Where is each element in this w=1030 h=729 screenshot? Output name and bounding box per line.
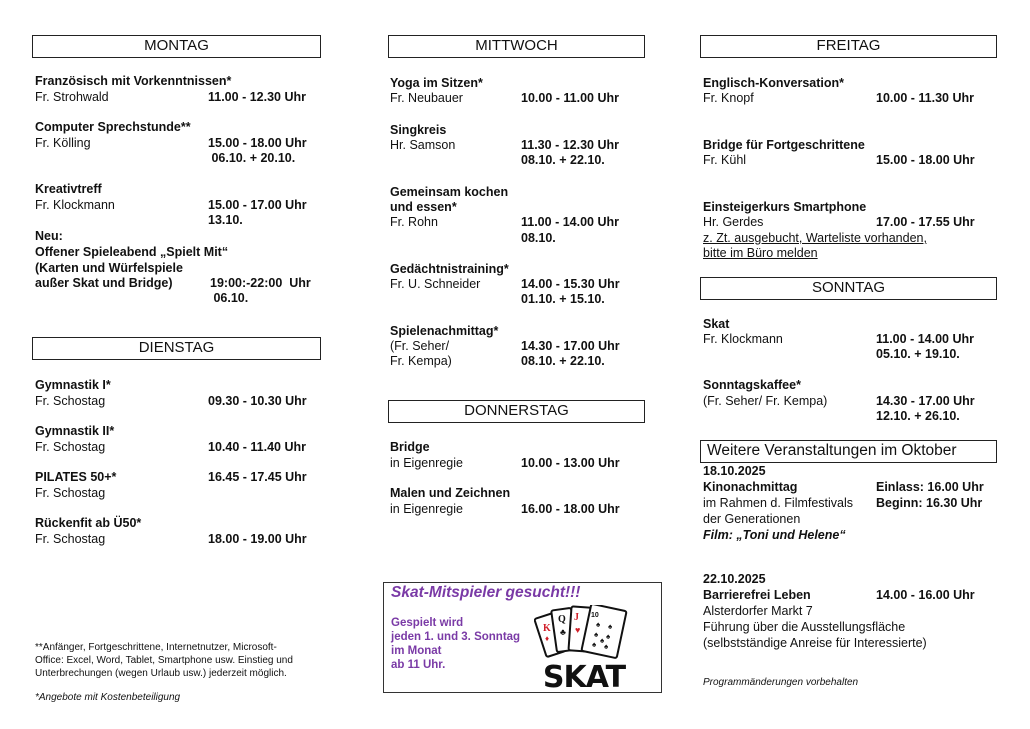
event-dates: 06.10. + 20.10. — [208, 151, 296, 165]
event-name: Gymnastik I* — [35, 378, 111, 392]
event-time: 14.00 - 16.00 Uhr — [876, 588, 975, 602]
svg-text:♠: ♠ — [600, 636, 605, 645]
footnote-line: Office: Excel, Word, Tablet, Smartphone usw. Einstieg und — [35, 655, 293, 666]
special-events-header: Weitere Veranstaltungen im Oktober — [700, 440, 997, 463]
event-time: 17.00 - 17.55 Uhr — [876, 215, 975, 229]
day-header-sunday: SONNTAG — [700, 277, 997, 300]
event-leader: Fr. U. Schneider — [390, 277, 481, 291]
event-time: 16.45 - 17.45 Uhr — [208, 470, 307, 484]
event-dates: 08.10. + 22.10. — [521, 354, 605, 368]
event-name: Englisch-Konversation* — [703, 76, 844, 90]
event-time: 16.00 - 18.00 Uhr — [521, 502, 620, 516]
event-name-line3: außer Skat und Bridge) — [35, 276, 173, 290]
event-name: Gymnastik II* — [35, 424, 115, 438]
event-description-2: der Generationen — [703, 512, 801, 526]
event-name: Kreativtreff — [35, 182, 102, 196]
event-name: Malen und Zeichnen — [390, 486, 511, 500]
event-time: 18.00 - 19.00 Uhr — [208, 532, 307, 546]
event-leader: Fr. Klockmann — [35, 198, 115, 212]
disclaimer: Programmänderungen vorbehalten — [703, 677, 859, 688]
event-name: Rückenfit ab Ü50* — [35, 516, 142, 530]
event-leader-line2: Fr. Kempa) — [390, 354, 452, 368]
svg-text:♠: ♠ — [596, 620, 601, 629]
event-name: Sonntagskaffee* — [703, 378, 801, 392]
event-time: 11.00 - 12.30 Uhr — [208, 90, 306, 104]
svg-text:K: K — [543, 623, 551, 634]
event-time: 14.30 - 17.00 Uhr — [876, 394, 975, 408]
event-leader: in Eigenregie — [390, 502, 463, 516]
day-header-monday: MONTAG — [32, 35, 321, 58]
event-time: 11.00 - 14.00 Uhr — [876, 332, 974, 346]
event-dates: 06.10. — [210, 291, 249, 305]
skat-ad-title: Skat-Mitspieler gesucht!!! — [391, 584, 581, 601]
event-leader: Fr. Neubauer — [390, 91, 463, 105]
event-leader: Fr. Schostag — [35, 486, 106, 500]
event-time: 10.00 - 13.00 Uhr — [521, 456, 620, 470]
event-leader: Hr. Gerdes — [703, 215, 764, 229]
day-header-thursday: DONNERSTAG — [388, 400, 645, 423]
event-name: Französisch mit Vorkenntnissen* — [35, 74, 232, 88]
event-time: 15.00 - 17.00 Uhr — [208, 198, 307, 212]
event-dates: 08.10. + 22.10. — [521, 153, 605, 167]
event-name: Gedächtnistraining* — [390, 262, 509, 276]
day-header-tuesday: DIENSTAG — [32, 337, 321, 360]
event-leader: Fr. Rohn — [390, 215, 438, 229]
event-date: 22.10.2025 — [703, 572, 766, 586]
event-name: Bridge für Fortgeschrittene — [703, 138, 865, 152]
event-name: Gemeinsam kochen — [390, 185, 509, 199]
event-note: z. Zt. ausgebucht, Warteliste vorhanden, — [703, 231, 927, 245]
event-time: 15.00 - 18.00 Uhr — [876, 153, 975, 167]
footnote-double-star — [35, 641, 293, 680]
event-name: Einsteigerkurs Smartphone — [703, 200, 867, 214]
skat-ad-line: im Monat — [391, 645, 442, 657]
event-dates: 08.10. — [521, 231, 556, 245]
event-leader: Fr. Strohwald — [35, 90, 109, 104]
svg-text:♠: ♠ — [608, 622, 613, 631]
new-label: Neu: — [35, 229, 63, 243]
event-name-line2: und essen* — [390, 200, 457, 214]
event-dates: 12.10. + 26.10. — [876, 409, 960, 423]
svg-text:♠: ♠ — [604, 642, 609, 651]
svg-text:♣: ♣ — [560, 627, 566, 637]
event-time: 11.00 - 14.00 Uhr — [521, 215, 619, 229]
event-time-2: Beginn: 16.30 Uhr — [876, 496, 983, 510]
event-time: 14.00 - 15.30 Uhr — [521, 277, 620, 291]
event-name-line2: (Karten und Würfelspiele — [35, 261, 183, 275]
event-name: Kinonachmittag — [703, 480, 798, 494]
event-name: Offener Spieleabend „Spielt Mit“ — [35, 245, 229, 259]
event-leader: Fr. Kühl — [703, 153, 747, 167]
svg-text:10: 10 — [591, 612, 599, 619]
event-time: 10.00 - 11.00 Uhr — [521, 91, 619, 105]
event-name: Singkreis — [390, 123, 447, 137]
event-name: Yoga im Sitzen* — [390, 76, 483, 90]
event-description-2: (selbstständige Anreise für Interessierte) — [703, 636, 927, 650]
event-leader: Fr. Schostag — [35, 532, 106, 546]
event-location: Alsterdorfer Markt 7 — [703, 604, 813, 618]
event-leader: Fr. Schostag — [35, 440, 106, 454]
skat-advertisement — [383, 582, 662, 693]
event-leader: (Fr. Seher/ Fr. Kempa) — [703, 394, 828, 408]
skat-cards-logo-icon — [534, 605, 634, 691]
day-header-friday: FREITAG — [700, 35, 997, 58]
footnote-line: **Anfänger, Fortgeschrittene, Internetnutzer, Microsoft- — [35, 642, 277, 653]
skat-ad-line: jeden 1. und 3. Sonntag — [391, 631, 521, 643]
svg-text:♠: ♠ — [606, 632, 611, 641]
event-dates: 01.10. + 15.10. — [521, 292, 605, 306]
svg-text:SKAT: SKAT — [542, 660, 626, 691]
event-time: Einlass: 16.00 Uhr — [876, 480, 984, 494]
event-film: Film: „Toni und Helene“ — [703, 528, 846, 542]
event-name: PILATES 50+* — [35, 470, 117, 484]
event-time: 10.00 - 11.30 Uhr — [876, 91, 974, 105]
event-time: 15.00 - 18.00 Uhr — [208, 136, 307, 150]
footnote-line: Unterbrechungen (wegen Urlaub usw.) jederzeit möglich. — [35, 668, 287, 679]
event-time: 09.30 - 10.30 Uhr — [208, 394, 307, 408]
event-leader: (Fr. Seher/ — [390, 339, 450, 353]
svg-text:♠: ♠ — [594, 630, 599, 639]
event-description: im Rahmen d. Filmfestivals — [703, 496, 854, 510]
event-leader: Fr. Knopf — [703, 91, 754, 105]
event-name: Bridge — [390, 440, 430, 454]
event-date: 18.10.2025 — [703, 464, 766, 478]
svg-text:♦: ♦ — [545, 634, 550, 643]
svg-text:♠: ♠ — [592, 640, 597, 649]
event-name: Spielenachmittag* — [390, 324, 499, 338]
footnote-single-star: *Angebote mit Kostenbeteiligung — [35, 692, 181, 703]
event-time: 11.30 - 12.30 Uhr — [521, 138, 619, 152]
event-leader: Fr. Klockmann — [703, 332, 783, 346]
svg-text:♥: ♥ — [575, 625, 581, 635]
event-name: Barrierefrei Leben — [703, 588, 811, 602]
event-leader: Fr. Schostag — [35, 394, 106, 408]
event-name: Computer Sprechstunde** — [35, 120, 191, 134]
event-time: 14.30 - 17.00 Uhr — [521, 339, 620, 353]
svg-text:J: J — [574, 612, 579, 623]
event-time: 10.40 - 11.40 Uhr — [208, 440, 306, 454]
skat-ad-line: Gespielt wird — [391, 617, 464, 629]
svg-text:Q: Q — [558, 614, 566, 625]
day-header-wednesday: MITTWOCH — [388, 35, 645, 58]
event-note-line2: bitte im Büro melden — [703, 246, 818, 260]
event-dates: 05.10. + 19.10. — [876, 347, 960, 361]
event-leader: Hr. Samson — [390, 138, 456, 152]
event-leader: Fr. Kölling — [35, 136, 91, 150]
event-dates: 13.10. — [208, 213, 243, 227]
event-time: 19:00:-22:00 Uhr — [210, 276, 311, 290]
event-name: Skat — [703, 317, 730, 331]
skat-ad-text — [391, 616, 520, 672]
event-description: Führung über die Ausstellungsfläche — [703, 620, 906, 634]
skat-ad-line: ab 11 Uhr. — [391, 659, 446, 671]
event-leader: in Eigenregie — [390, 456, 463, 470]
